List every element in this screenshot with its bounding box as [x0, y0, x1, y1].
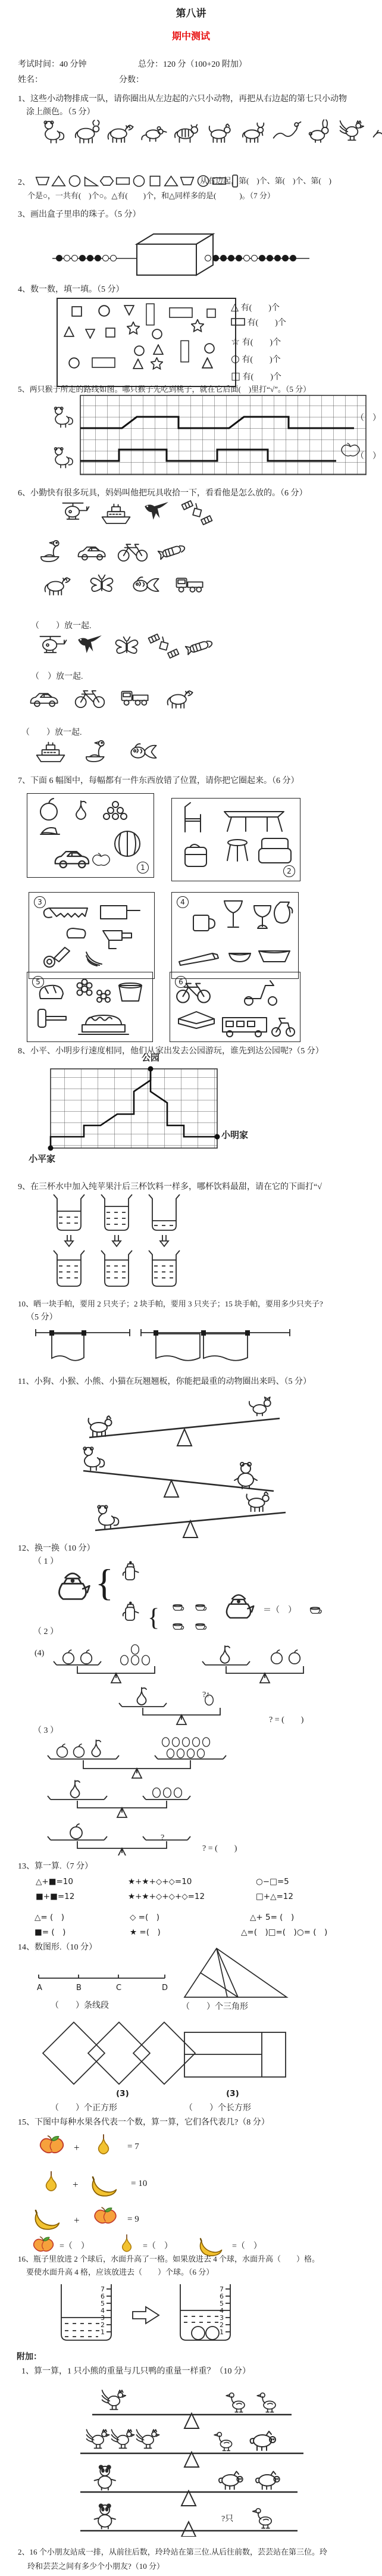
- q7-badge-5: 5: [32, 976, 44, 988]
- q12-part3-label: （ 3 ）: [33, 1726, 58, 1735]
- plus-sign: +: [74, 2142, 80, 2153]
- q9-beakers-figure: [51, 1193, 300, 1289]
- q14-caption-1: （ ）条线段: [51, 2001, 109, 2010]
- brace-left: {: [95, 1561, 114, 1604]
- goldfish-icon: [130, 570, 162, 598]
- q11-seesaws-figure: [36, 1392, 345, 1542]
- bead-black: [282, 255, 289, 261]
- q4-shape-box: [57, 298, 236, 387]
- bear-icon: [234, 1462, 257, 1489]
- bead-black: [212, 255, 219, 261]
- trapezoid-icon: [35, 173, 51, 189]
- butterfly-icon: [111, 632, 143, 660]
- q5-blank-2: （ ）: [356, 452, 381, 461]
- bead-white: [64, 255, 70, 261]
- q15-peach-answer: =（ ）: [60, 2242, 89, 2251]
- bead-white: [251, 255, 258, 261]
- q12-part3-answer: ? = ( ): [202, 1844, 237, 1853]
- goldfish-icon: [127, 737, 159, 765]
- q1-text-line2: 涂上颜色。（5 分）: [26, 108, 95, 117]
- q4-count-row: △ 有( )个: [231, 301, 280, 313]
- bead-black: [274, 255, 281, 261]
- cup-icon: [305, 1603, 326, 1621]
- q13-eq-c3r3: △+ 5= ( ): [250, 1913, 295, 1922]
- duck-icon: [81, 737, 113, 765]
- q13-eq-c1r1: △+■=10: [36, 1877, 73, 1886]
- rabbit-icon: [305, 118, 337, 145]
- monkey-icon: [83, 1447, 104, 1470]
- dog-icon: [89, 1416, 112, 1436]
- q12-stray-label: (4): [35, 1649, 45, 1658]
- svg-text:1: 1: [220, 2328, 224, 2336]
- goat-icon: [238, 118, 270, 145]
- q6-toy-row-2: [36, 537, 189, 565]
- q14-triangle-figure: [179, 1945, 295, 2001]
- q10-handkerchief-figure: [33, 1326, 295, 1368]
- duck-icon: [214, 2432, 232, 2451]
- svg-text:B: B: [76, 1984, 82, 1992]
- q8-map-figure: [48, 1066, 238, 1153]
- bead-black: [228, 255, 234, 261]
- svg-text:D: D: [162, 1984, 168, 1992]
- cup-icon: [168, 1601, 188, 1617]
- rooster-icon: [136, 2430, 159, 2448]
- q15-eq1-rhs: = 7: [127, 2142, 139, 2151]
- duck-icon: [36, 537, 68, 565]
- q14-rectangle-figure: [181, 2029, 290, 2081]
- pig-icon: [251, 2431, 275, 2450]
- svg-text:5: 5: [101, 2300, 105, 2307]
- q4-count-row: ☆ 有( )个: [231, 336, 281, 348]
- ox-icon: [71, 118, 104, 145]
- q13-eq-c1r4: ■= ( ): [35, 1928, 66, 1937]
- q10-text-line1: 10、晒一块手帕，要用 2 只夹子；2 块手帕，要用 3 只夹子；15 块手帕，要用多少只夹子?: [18, 1299, 323, 1308]
- q7-badge-6: 6: [175, 976, 187, 988]
- cup-icon: [168, 1620, 188, 1636]
- snake-icon: [271, 118, 303, 145]
- svg-text:3: 3: [101, 2314, 105, 2322]
- triangle-icon: [51, 173, 67, 189]
- page-title: 第八讲: [176, 8, 206, 19]
- q3-beads-left: [56, 255, 117, 261]
- q15-banana-answer: =（ ）: [232, 2242, 262, 2251]
- cup-icon: [190, 1601, 211, 1617]
- bead-black: [259, 255, 265, 261]
- circle-icon: [67, 173, 83, 189]
- satellite-icon: [181, 499, 213, 526]
- q1-text-line1: 1、这些小动物排成一队，请你圈出从左边起的六只小动物，再把从右边起的第七只小动物: [18, 95, 347, 104]
- bead-white: [110, 255, 117, 261]
- bead-black: [220, 255, 227, 261]
- rooster-icon: [338, 118, 370, 145]
- q12-question-arrow: ?↑: [202, 1691, 211, 1699]
- q7-box1-items: [27, 794, 152, 875]
- duck-icon: [226, 2393, 245, 2412]
- rooster-icon: [111, 2430, 134, 2448]
- rocket-icon: [184, 632, 217, 660]
- banana-icon: [31, 2207, 65, 2232]
- q14-caption-2: （ ）个三角形: [181, 2003, 248, 2011]
- svg-text:5: 5: [220, 2300, 224, 2307]
- peach-icon: [30, 2234, 57, 2257]
- square-icon: [147, 173, 163, 189]
- q13-eq-c3r1: ○−□=5: [256, 1877, 289, 1886]
- bead-black: [95, 255, 101, 261]
- q6-toy-row-1: [60, 499, 213, 526]
- svg-text:6: 6: [220, 2293, 224, 2300]
- butterfly-icon: [86, 570, 118, 598]
- q6-group-label-3: （ ）放一起.: [21, 728, 82, 737]
- bicycle-icon: [117, 537, 149, 565]
- q16-text-line1: 16、瓶子里放进 2 个球后，水面升高了一格。如果放进去 4 个球，水面升高（ ）格。: [18, 2254, 320, 2263]
- q7-box6-items: [170, 972, 299, 1039]
- svg-text:C: C: [116, 1984, 122, 1992]
- q16-text-line2: 要使水面升高 4 格，应该放进去（ ）个球。（6 分）: [26, 2268, 214, 2276]
- pear-icon: [37, 2168, 65, 2195]
- dog-icon: [246, 1492, 268, 1512]
- q7-box2-items: [172, 799, 299, 878]
- q6-toy-row-5: [29, 684, 196, 711]
- triangle-icon: [163, 173, 179, 189]
- bead-white: [205, 255, 211, 261]
- monkey-icon: [55, 448, 73, 468]
- bead-black: [56, 255, 62, 261]
- rooster-icon: [102, 2390, 126, 2409]
- q15-text: 15、下图中每种水果各代表一个数，算一算，它们各代表几?（8 分）: [18, 2118, 270, 2127]
- swallow-icon: [74, 632, 106, 660]
- page-subtitle: 期中测试: [171, 32, 210, 42]
- brace-left: {: [148, 1604, 160, 1632]
- bead-black: [236, 255, 242, 261]
- rat-icon: [138, 118, 170, 145]
- q8-xiaoping-label: 小平家: [29, 1155, 56, 1164]
- cup-icon: [190, 1620, 211, 1636]
- q6-group-label-1: （ ）放一起.: [31, 622, 92, 631]
- svg-text:7: 7: [220, 2285, 224, 2293]
- rectangle-icon: [115, 173, 131, 189]
- kettle-icon: [219, 1589, 258, 1622]
- swallow-icon: [140, 499, 173, 526]
- extra-header: 附加：: [17, 2353, 42, 2362]
- rooster-icon: [86, 2430, 109, 2448]
- trapezoid-icon: [179, 173, 195, 189]
- q15-eq2-rhs: = 10: [131, 2179, 148, 2188]
- ship-icon: [100, 499, 132, 526]
- svg-text:4: 4: [101, 2307, 105, 2315]
- q7-box-4: [171, 892, 299, 979]
- extra-duck-question-label: ?只: [221, 2515, 234, 2524]
- q15-pear-answer: =（ ）: [143, 2242, 173, 2251]
- q5-text: 5、两只猴子所走的路线如图。哪只猴子先吃到桃子，就在它后面( )里打“√”。（5 分）: [18, 385, 311, 394]
- monkey-icon: [38, 118, 70, 145]
- hexagon-icon: [99, 173, 115, 189]
- cat-icon: [249, 1397, 271, 1415]
- q4-count-row: 有( )个: [231, 318, 286, 329]
- q14-sub-3: (3): [116, 2089, 129, 2098]
- panda-icon: [95, 2465, 115, 2490]
- q4-count-row: □ 有( )个: [231, 370, 281, 382]
- tiger-icon: [171, 118, 203, 145]
- q11-text: 11、小狗、小猴、小熊、小猫在玩翘翘板，你能把最重的动物圈出来吗、（5 分）: [18, 1377, 311, 1386]
- q3-beads-right: [205, 255, 296, 261]
- q8-xiaoming-label: 小明家: [221, 1131, 249, 1140]
- bead-black: [79, 255, 86, 261]
- q7-box-2: [171, 798, 300, 881]
- q7-box5-items: [27, 972, 151, 1039]
- svg-text:3: 3: [220, 2314, 224, 2322]
- horse-icon: [105, 118, 137, 145]
- rocket-icon: [157, 537, 189, 565]
- q5-maze-figure: [48, 394, 382, 478]
- svg-text:2: 2: [220, 2321, 224, 2329]
- q12-part2-label: （ 2 ）: [33, 1627, 58, 1636]
- bead-white: [102, 255, 109, 261]
- peach-icon: [90, 2204, 120, 2229]
- extra-q2-line1: 2、16 个小朋友站成一排，从前往后数，玲玲站在第三位.从后往前数，芸芸站在第三位。玲: [18, 2547, 328, 2556]
- extra-q1-text: 1、算一算，1 只小熊的重量与几只鸭的重量一样重？（10 分）: [21, 2367, 251, 2376]
- exam-time-label: 考试时间：40 分钟: [18, 60, 87, 69]
- horse-icon: [164, 684, 196, 711]
- q6-toy-row-4: [37, 632, 217, 660]
- q6-text: 6、小勤快有很多玩具，妈妈叫他把玩具收拾一下，看看他是怎么放的。（6 分）: [18, 489, 308, 498]
- bead-white: [71, 255, 78, 261]
- q9-text: 9、在三杯水中加入纯苹果汁后三杯饮料一样多，哪杯饮料最甜，请在它的下面打“√: [18, 1183, 322, 1192]
- pear-icon: [89, 2131, 118, 2158]
- satellite-icon: [148, 632, 180, 660]
- q13-eq-c1r3: △= ( ): [35, 1913, 65, 1922]
- car-icon: [76, 537, 108, 565]
- q12-text: 12、换一换（10 分）: [18, 1544, 95, 1553]
- q7-badge-2: 2: [283, 865, 295, 877]
- svg-text:6: 6: [101, 2293, 105, 2300]
- name-label: 姓名：: [18, 76, 43, 85]
- q2-text-line2: 个是○，一共有( )个○。△有( )个，和△同样多的是( )。（7 分）: [27, 191, 275, 200]
- peach-icon: [36, 2133, 68, 2159]
- bead-black: [87, 255, 93, 261]
- helicopter-icon: [60, 499, 92, 526]
- duck-icon: [253, 2509, 272, 2528]
- pig-icon: [256, 2471, 280, 2489]
- q6-toy-row-6: [35, 737, 159, 765]
- q12-part1-label: （ 1 ）: [33, 1557, 58, 1566]
- q16-bottles-figure: [57, 2283, 306, 2344]
- q13-eq-c2r2: ★+★+◇+◇+◇=12: [128, 1892, 205, 1901]
- plus-sign: +: [73, 2179, 79, 2190]
- pig-icon: [219, 2471, 243, 2489]
- q7-box-3: [29, 892, 155, 979]
- bead-black: [267, 255, 273, 261]
- q12-part3-balances: [36, 1736, 369, 1855]
- q7-text: 7、下面 6 幅图中，每幅都有一件东西放错了位置，请你把它圈起来。（6 分）: [18, 776, 299, 785]
- q7-box-5: [27, 972, 153, 1042]
- q4-text: 4、数一数，填一填。（5 分）: [18, 285, 124, 294]
- q6-toy-row-3: [42, 570, 206, 598]
- monkey-icon: [55, 407, 73, 428]
- pear-icon: [114, 2231, 139, 2256]
- q13-eq-c2r4: ★ =( ): [130, 1928, 161, 1937]
- q7-box4-items: [172, 893, 297, 976]
- monkey-icon: [98, 1505, 118, 1529]
- q15-eq3-rhs: = 9: [127, 2215, 139, 2224]
- svg-text:A: A: [37, 1984, 42, 1992]
- righttriangle-icon: [83, 173, 99, 189]
- panda-icon: [95, 2504, 115, 2528]
- extra-seesaws-figure: [36, 2381, 345, 2537]
- q13-eq-c1r2: ■+■=12: [36, 1892, 75, 1901]
- q12-part1-equation: ＝（ ）: [263, 1606, 296, 1615]
- car-icon: [29, 684, 61, 711]
- dragon-icon: [371, 118, 382, 145]
- q7-box-6: [170, 972, 300, 1042]
- svg-text:4: 4: [220, 2307, 224, 2315]
- score-label: 分数：: [119, 76, 144, 85]
- q8-text: 8、小平、小明步行速度相同，他们从家出发去公园游玩，谁先到达公园呢?（5 分）: [18, 1047, 324, 1056]
- q1-animal-row: [38, 118, 382, 145]
- bead-black: [290, 255, 296, 261]
- bicycle-icon: [74, 684, 106, 711]
- q12-part3-question-mark: ?: [161, 1833, 165, 1842]
- teapot-icon: [117, 1598, 146, 1624]
- q14-caption-3: （ ）个正方形: [51, 2104, 117, 2113]
- svg-text:1: 1: [101, 2328, 105, 2336]
- q3-text: 3、画出盒子里串的珠子。（5 分）: [18, 210, 141, 219]
- truck-icon: [119, 684, 151, 711]
- teapot-icon: [117, 1558, 146, 1584]
- duck-icon: [257, 2393, 275, 2412]
- q7-box-1: [27, 793, 154, 878]
- q13-eq-c2r3: ◇ =( ): [130, 1913, 160, 1922]
- q14-sub-4: (3): [226, 2089, 239, 2098]
- ship-icon: [35, 737, 67, 765]
- horse-icon: [42, 570, 74, 598]
- q7-badge-3: 3: [34, 896, 46, 908]
- q13-eq-c3r4: △=( )□=( )○= ( ): [241, 1928, 328, 1937]
- q14-segment-figure: [36, 1970, 173, 1995]
- dog-icon: [205, 118, 237, 145]
- q8-park-label: 公园: [142, 1053, 160, 1063]
- truck-icon: [174, 570, 206, 598]
- kettle-icon: [51, 1566, 95, 1604]
- total-score-label: 总分：120 分（100+20 附加）: [138, 60, 247, 69]
- banana-icon: [88, 2173, 123, 2198]
- q2-number: 2、: [18, 178, 30, 187]
- q13-text: 13、算一算.（7 分）: [18, 1862, 93, 1871]
- svg-text:7: 7: [101, 2285, 105, 2293]
- extra-q2-line2: 玲和芸芸之间有多少个小朋友?（10 分）: [27, 2562, 165, 2571]
- q4-count-row: ○ 有( )个: [231, 353, 281, 365]
- plus-sign: +: [74, 2215, 80, 2226]
- q14-caption-4: （ ）个长方形: [184, 2104, 251, 2113]
- svg-text:2: 2: [101, 2321, 105, 2329]
- q7-box3-items: [29, 893, 153, 976]
- q12-part2-answer: ? = ( ): [269, 1716, 304, 1724]
- q13-eq-c2r1: ★+★+◇+◇=10: [128, 1877, 192, 1886]
- q7-badge-4: 4: [177, 896, 189, 908]
- bead-white: [243, 255, 250, 261]
- q2-text-line1: 从右边起，第( )个、第( )个、第( ): [200, 176, 331, 185]
- circle-icon: [131, 173, 147, 189]
- q14-text: 14、数图形.（10 分）: [18, 1943, 97, 1952]
- q5-blank-1: （ ）: [356, 414, 381, 423]
- q12-part2-balances: [33, 1641, 366, 1728]
- helicopter-icon: [37, 632, 69, 660]
- q10-text-line2: （5 分）: [26, 1313, 58, 1322]
- q13-eq-c3r2: □+△=12: [256, 1892, 293, 1901]
- q6-group-label-2: （ ）放一起.: [31, 672, 83, 681]
- q7-badge-1: 1: [137, 862, 149, 874]
- q14-diamonds-figure: [36, 2020, 202, 2087]
